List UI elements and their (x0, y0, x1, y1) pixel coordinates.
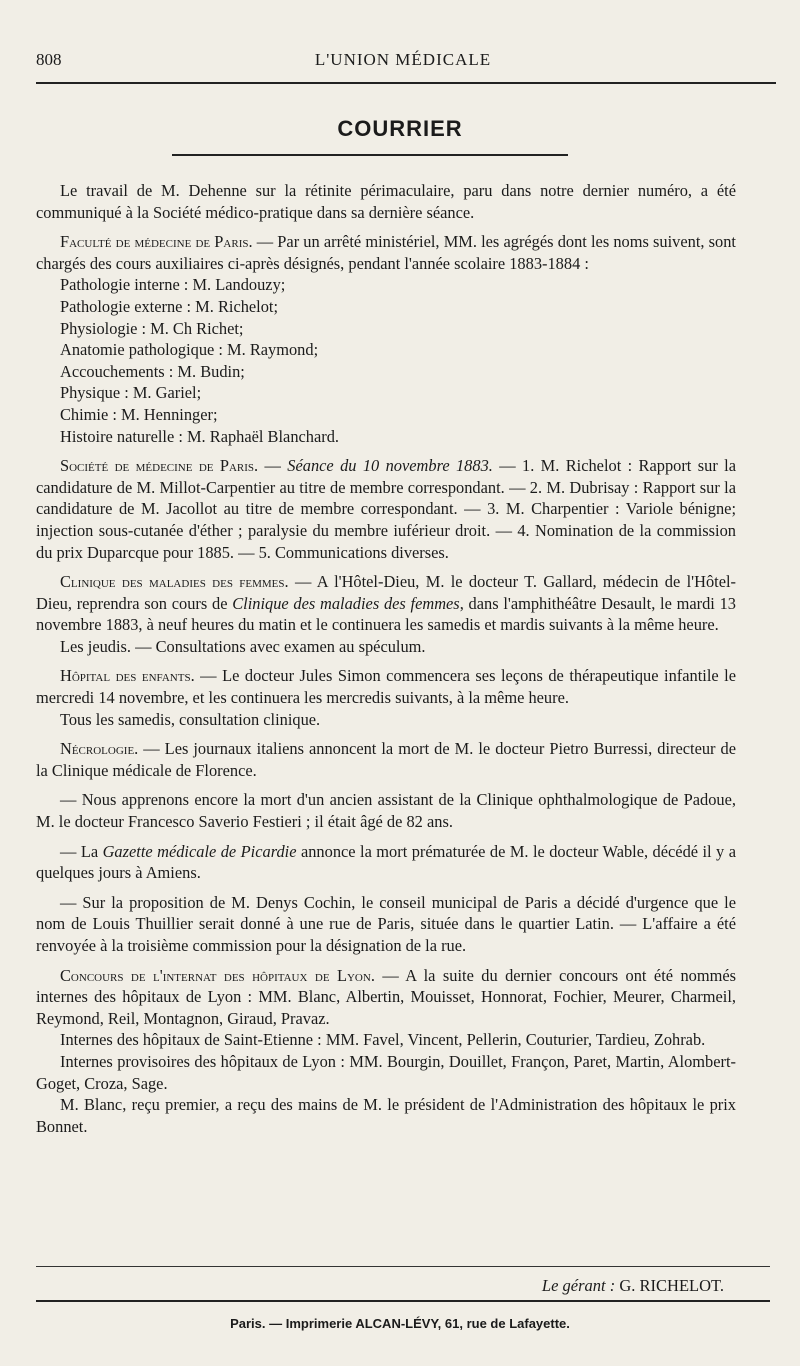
list-item: Pathologie interne : M. Landouzy; (60, 275, 286, 295)
footer-rule (36, 1300, 770, 1302)
paragraph-clinique-femmes (36, 571, 736, 636)
signature-rule (36, 1266, 770, 1267)
paragraph-wable-pre: — La (60, 841, 103, 861)
list-item: Physique : M. Gariel; (60, 383, 202, 403)
page-header (36, 50, 770, 74)
paragraph-concours-lyon (36, 965, 736, 1030)
paragraph-faculte (36, 231, 736, 274)
paragraph-samedis: Tous les samedis, consultation clinique. (60, 709, 321, 729)
seance-date: Séance du 10 novembre 1883. (287, 456, 493, 476)
faculty-course-list (36, 274, 736, 447)
section-head-faculte: Faculté de médecine de Paris. (60, 232, 253, 252)
article-body (36, 180, 736, 1137)
journal-title: Gazette médicale de Picardie (102, 841, 297, 861)
signature (542, 1276, 724, 1296)
paragraph-wable-post: annonce la mort prématurée de M. le docteur Wable, décédé il y a quelques jours à Amiens. (36, 841, 736, 883)
list-item: Physiologie : M. Ch Richet; (60, 318, 244, 338)
section-title: COURRIER (337, 116, 463, 141)
paragraph-necrologie (36, 738, 736, 781)
paragraph-societe-text: — 1. M. Richelot : Rapport sur la candidature de M. Millot-Carpentier au titre de membre correspondant. — 2. M. Dubrisay : Rapport sur la candidature de M. Jacollot au titre de membre correspondant. — 3. M. Charpentier : Variole bénigne; injection sous-cutanée d'éther ; paralysie du membre iuférieur droit. — 4. Nomination de la commission du prix Duparcque pour 1885. — 5. Communications diverses. (36, 456, 736, 562)
imprint-line: Paris. — Imprimerie ALCAN-LÉVY, 61, rue de Lafayette. (230, 1316, 570, 1331)
paragraph-wable (36, 841, 736, 884)
dash-text: — (258, 456, 288, 476)
section-head-hopital: Hôpital des enfants. (60, 666, 195, 686)
header-rule (36, 82, 776, 84)
paragraph-necrologie-text: — Les journaux italiens annoncent la mort de M. le docteur Pietro Burressi, directeur de la Clinique médicale de Florence. (36, 739, 736, 780)
paragraph-faculte-text: — Par un arrêté ministériel, MM. les agrégés dont les noms suivent, sont chargés des cours auxiliaires ci-après désignés, pendant l'année scolaire 1883-1884 : (36, 232, 736, 273)
paragraph-concours-text: — A la suite du dernier concours ont été nommés internes des hôpitaux de Lyon : MM. Blanc, Albertin, Mouisset, Honnorat, Fochier, Meurer, Charmeil, Reymond, Reil, Montagnon, Giraud, Pravaz. (36, 965, 736, 1028)
paragraph-dehenne: Le travail de M. Dehenne sur la rétinite périmaculaire, paru dans notre dernier numéro, a été communiqué à la Société médico-pratique dans sa dernière séance. (36, 181, 736, 222)
paragraph-hopital-text: — Le docteur Jules Simon commencera ses leçons de thérapeutique infantile le mercredi 14 novembre, et les continuera les mercredis suivants, à la même heure. (36, 666, 737, 708)
signature-name: G. RICHELOT. (619, 1276, 724, 1295)
signature-label: Le gérant : (541, 1276, 616, 1295)
paragraph-hopital-enfants (36, 665, 736, 708)
running-title: L'UNION MÉDICALE (314, 50, 492, 69)
paragraph-societe (36, 455, 736, 563)
course-title: Clinique des maladies des femmes (232, 593, 460, 613)
section-head-clinique: Clinique des maladies des femmes. (60, 572, 289, 592)
section-head-necrologie: Nécrologie. (60, 739, 139, 759)
list-item: Anatomie pathologique : M. Raymond; (60, 340, 319, 360)
paragraph-padoue: — Nous apprenons encore la mort d'un ancien assistant de la Clinique ophthalmologique de Padoue, M. le docteur Francesco Saverio Festieri ; il était âgé de 82 ans. (36, 790, 736, 832)
section-title-rule (172, 154, 568, 156)
paragraph-clinique-text-post: , dans l'amphithéâtre Desault, le mardi 13 novembre 1883, à neuf heures du matin et le continuera les samedis et mardis suivants à la même heure. (36, 593, 736, 635)
paragraph-thuillier: — Sur la proposition de M. Denys Cochin, le conseil municipal de Paris a décidé d'urgence que le nom de Louis Thuillier serait donné à une rue de Paris, située dans le quartier Latin. — L'affaire a été renvoyée à la troisième commission pour la désignation de la rue. (36, 892, 736, 955)
paragraph-clinique-text-pre: — A l'Hôtel-Dieu, M. le docteur T. Gallard, médecin de l'Hôtel-Dieu, reprendra son cours de (36, 572, 736, 613)
list-item: Accouchements : M. Budin; (60, 361, 245, 381)
paragraph-jeudis: Les jeudis. — Consultations avec examen au spéculum. (60, 636, 426, 656)
list-item: Pathologie externe : M. Richelot; (60, 296, 279, 316)
section-head-societe: Société de médecine de Paris. (60, 456, 259, 476)
paragraph-prix-bonnet: M. Blanc, reçu premier, a reçu des mains de M. le président de l'Administration des hôpitaux le prix Bonnet. (36, 1095, 736, 1136)
list-item: Chimie : M. Henninger; (60, 404, 218, 424)
list-item: Histoire naturelle : M. Raphaël Blanchard. (60, 426, 340, 446)
paragraph-saint-etienne: Internes des hôpitaux de Saint-Etienne : MM. Favel, Vincent, Pellerin, Couturier, Tardieu, Zohrab. (60, 1030, 706, 1050)
section-head-concours: Concours de l'internat des hôpitaux de Lyon. (60, 965, 375, 985)
page-number: 808 (36, 50, 62, 69)
paragraph-provisoires: Internes provisoires des hôpitaux de Lyon : MM. Bourgin, Douillet, Françon, Paret, Martin, Alombert-Goget, Croza, Sage. (36, 1051, 736, 1093)
